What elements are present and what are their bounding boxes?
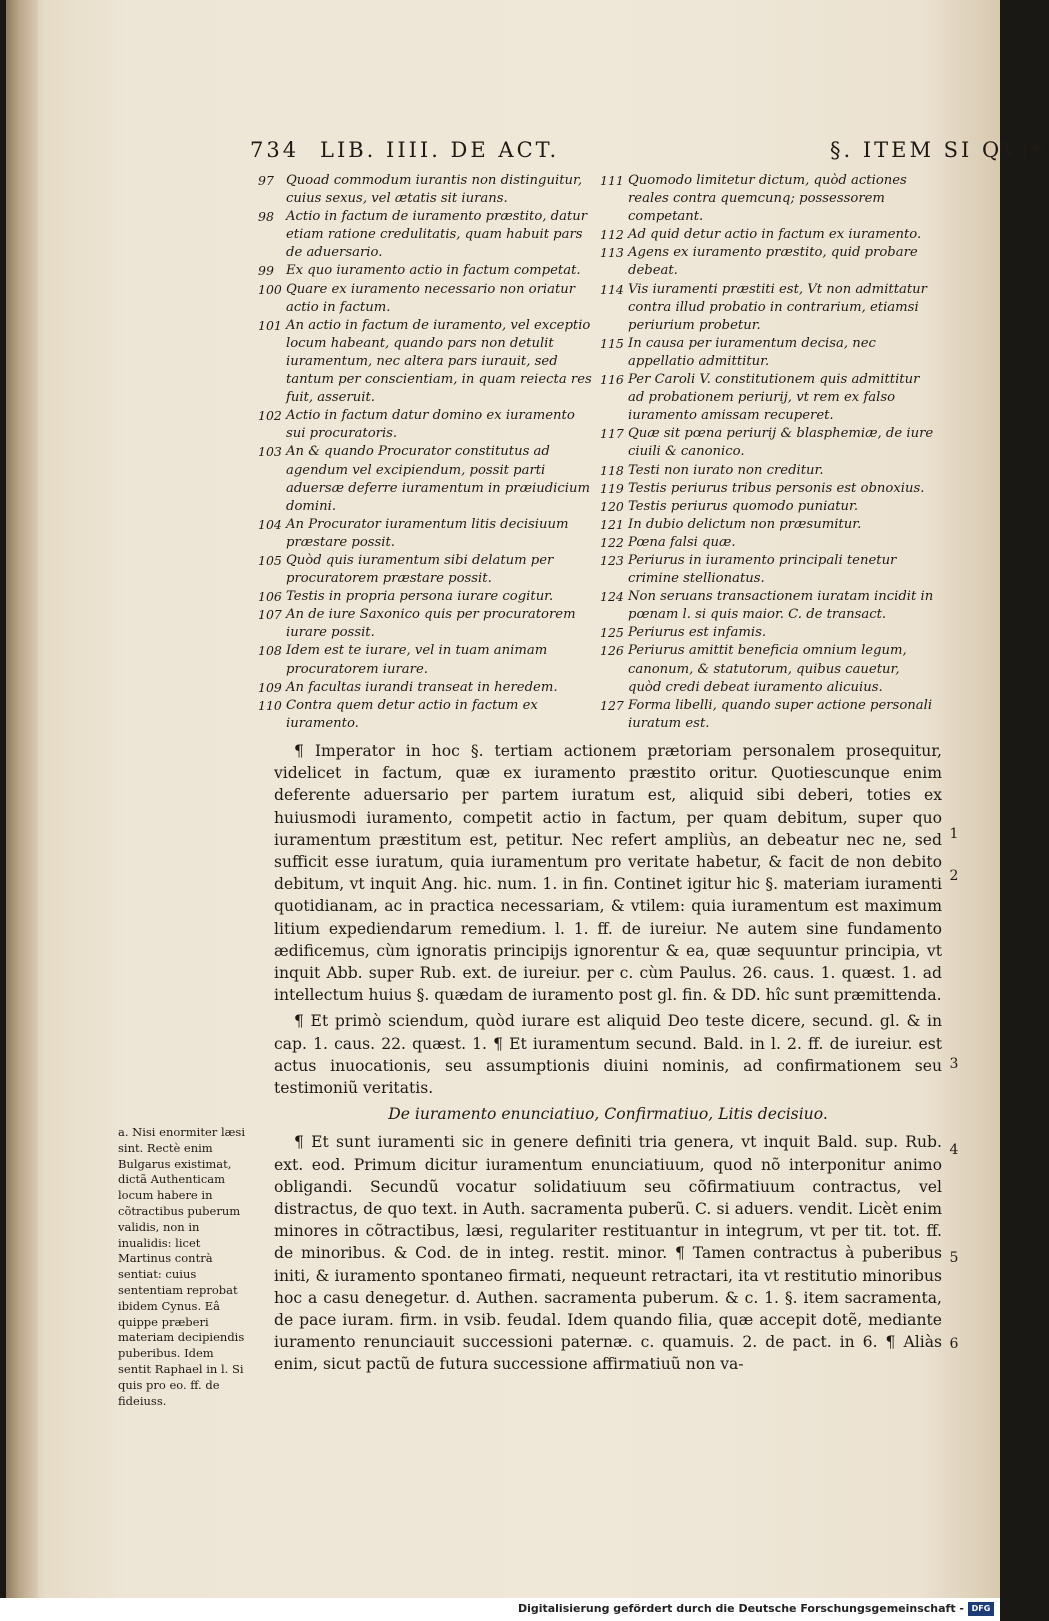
header-title-left: LIB. IIII. DE ACT. — [320, 138, 560, 162]
index-entry-text: Quoad commodum iurantis non distinguitur, cuius sexus, vel ætatis sit iurans. — [286, 173, 583, 207]
index-entry — [258, 281, 593, 317]
paragraph: ¶ Et sunt iuramenti sic in genere definiti tria genera, vt inquit Bald. sup. Rub. ext. eod. Primum dicitur iuramentum enunciatiuum, quod nõ interponitur animo obligandi. Secundũ vocatur solidatiuum seu cõfirmatiuum contractus, vel distractus, de quo text. in Auth. sacramenta puberũ. C. si aduers. vendit. Licèt enim minores in cõtractibus, læsi, regulariter restituantur in integrum, vt per tit. tot. ff. de minoribus. & Cod. de in integ. restit. minor. ¶ Tamen contractus à puberibus initi, & iuramento spontaneo firmati, nequeunt retractari, ita vt restitutio minoribus hoc a casu denegetur. d. Authen. sacramenta puberum. & c. 1. §. item sacramenta, de pace iuram. firm. in vsib. feudal. Idem quando filia, quæ accepit dotẽ, mediante iuramento renunciauit successioni paternæ. c. quamuis. 2. de pact. in 6. ¶ Aliàs enim, sicut pactũ de futura successione affirmatiuũ non va- — [274, 1133, 942, 1374]
index-entry — [600, 172, 935, 226]
index-entry — [258, 443, 593, 515]
index-entry-text: Ex quo iuramento actio in factum competat. — [286, 263, 581, 279]
index-entry-text: In dubio delictum non præsumitur. — [628, 516, 862, 532]
running-header — [250, 138, 1049, 168]
margin-number: 3 — [949, 1056, 959, 1072]
index-entry — [258, 317, 593, 407]
index-entry-number: 107 — [258, 607, 282, 623]
index-entry-text: Actio in factum de iuramento præstito, datur etiam ratione credulitatis, quam habuit pars de aduersario. — [286, 209, 588, 261]
index-entry — [258, 552, 593, 588]
index-entry-text: Actio in factum datur domino ex iuramento sui procuratoris. — [286, 408, 575, 442]
index-entry-text: Agens ex iuramento præstito, quid probare debeat. — [628, 245, 918, 279]
index-entry-text: An actio in factum de iuramento, vel exceptio locum habeant, quando pars non detulit iuramentum, nec altera pars iurauit, sed tantum per conscientiam, in quam reiecta res fuit, asseruit. — [286, 317, 592, 406]
index-entry-text: Ad quid detur actio in factum ex iuramento. — [628, 227, 922, 243]
index-entry — [258, 642, 593, 678]
main-text — [274, 740, 942, 1380]
page-gutter — [6, 0, 38, 1621]
index-entry — [600, 335, 935, 371]
index-entry-text: Pœna falsi quæ. — [628, 534, 736, 550]
index-entry-text: Testis in propria persona iurare cogitur. — [286, 589, 554, 605]
margin-number: 4 — [949, 1142, 959, 1158]
index-entry — [600, 425, 935, 461]
index-entry-text: Periurus amittit beneficia omnium legum, canonum, & statutorum, quibus cauetur, quòd credi debeat iuramento alicuius. — [628, 643, 907, 695]
dfg-logo: DFG — [968, 1602, 994, 1616]
index-entry — [600, 642, 935, 696]
index-entry-number: 119 — [600, 480, 624, 496]
index-entry — [600, 498, 935, 516]
margin-number: 2 — [949, 868, 959, 884]
index-entry-text: Testis periurus tribus personis est obnoxius. — [628, 480, 925, 496]
index-entry-number: 104 — [258, 516, 282, 532]
index-entry-number: 120 — [600, 498, 624, 514]
index-entry-number: 103 — [258, 444, 282, 460]
index-entry-number: 114 — [600, 281, 624, 297]
index-entry-text: An de iure Saxonico quis per procuratorem iurare possit. — [286, 607, 576, 641]
index-entry-text: An Procurator iuramentum litis decisiuum præstare possit. — [286, 516, 569, 550]
index-entry-text: Contra quem detur actio in factum ex iuramento. — [286, 697, 538, 731]
index-entry — [258, 172, 593, 208]
index-entry — [258, 588, 593, 606]
page-number: 734 — [250, 138, 300, 162]
index-entry-number: 108 — [258, 643, 282, 659]
book-page — [6, 0, 1049, 1621]
index-entry — [600, 462, 935, 480]
index-entry-number: 124 — [600, 589, 624, 605]
index-entry-text: Periurus in iuramento principali tenetur crimine stellionatus. — [628, 552, 897, 587]
index-entry — [258, 262, 593, 280]
index-entry-number: 122 — [600, 534, 624, 550]
index-entry-number: 121 — [600, 516, 624, 532]
index-entry-number: 111 — [600, 173, 624, 188]
index-entry — [600, 281, 935, 335]
index-entry — [258, 208, 593, 262]
index-entry-number: 118 — [600, 462, 624, 478]
index-entry — [600, 534, 935, 552]
index-entry-number: 117 — [600, 426, 624, 442]
index-entry-number: 109 — [258, 679, 282, 695]
index-entry — [600, 516, 935, 534]
margin-number: 1 — [949, 826, 959, 842]
index-entry — [600, 552, 935, 588]
margin-number: 6 — [949, 1336, 959, 1352]
index-entry-number: 102 — [258, 408, 282, 424]
index-entry — [258, 679, 593, 697]
index-entry-text: An & quando Procurator constitutus ad agendum vel excipiendum, possit parti aduersæ deferre iuramentum in præiudicium domini. — [286, 444, 590, 514]
index-entry-number: 100 — [258, 281, 282, 297]
index-entry-text: Quòd quis iuramentum sibi delatum per procuratorem præstare possit. — [286, 552, 554, 587]
index-entry — [600, 588, 935, 624]
index-entry-number: 97 — [258, 173, 274, 188]
index-entry-number: 99 — [258, 263, 274, 279]
paragraph: ¶ Imperator in hoc §. tertiam actionem prætoriam personalem prosequitur, videlicet in factum, quæ ex iuramento præstito oritur. Quotiescunque enim deferente aduersario per partem iuratum est, aliquid sibi deberi, toties ex huiusmodi iuramento, competit actio in factum, per quam debitum, super quo iuramentum præstitum est, petitur. Nec refert ampliùs, an debeatur nec ne, sed sufficit esse iuratum, quia iuramentum pro veritate habetur, & facit de non debito debitum, vt inquit Ang. hic. num. 1. in fin. Continet igitur hic §. materiam iuramenti quotidianam, ac in practica necessariam, & vtilem: quia iuramentum est maximum litium expediendarum remedium. l. 1. ff. de iureiur. Ne autem sine fundamento ædificemus, cùm ignoratis principijs ignorentur & ea, quæ sequuntur principia, vt inquit Abb. super Rub. ext. de iureiur. per c. cùm Paulus. 26. caus. 1. quæst. 1. ad intellectum huius §. quædam de iuramento post gl. fin. & DD. hîc sunt præmittenda. — [274, 742, 942, 1005]
index-entry — [258, 516, 593, 552]
index-entry — [600, 624, 935, 642]
index-entry-text: Quare ex iuramento necessario non oriatur actio in factum. — [286, 281, 576, 315]
paragraph: ¶ Et primò sciendum, quòd iurare est aliquid Deo teste dicere, secund. gl. & in cap. 1. caus. 22. quæst. 1. ¶ Et iuramentum secund. Bald. in l. 2. ff. de iureiur. est actus inuocationis, seu assumptionis diuini nominis, ad confirmationem seu testimoniũ veritatis. — [274, 1012, 942, 1098]
index-entry-number: 98 — [258, 209, 274, 225]
index-entry-number: 125 — [600, 625, 624, 641]
index-entry-number: 127 — [600, 697, 624, 713]
index-entry-text: Non seruans transactionem iuratam incidit in pœnam l. si quis maior. C. de transact. — [628, 589, 934, 623]
index-entry-number: 115 — [600, 335, 624, 351]
index-entry-number: 101 — [258, 317, 282, 333]
marginal-note: a. Nisi enormiter læsi sint. Rectè enim Bulgarus existimat, dictã Authenticam locum habere in cõtractibus puberum validis, non in inualidis: licet Martinus contrà sentiat: cuius sententiam reprobat ibidem Cynus. Eâ quippe præberi materiam decipiendis puberibus. Idem sentit Raphael in l. Si quis pro eo. ff. de fideiuss. — [118, 1125, 246, 1408]
header-title-right: §. ITEM SI QVIS — [830, 138, 1049, 162]
index-entry-text: Forma libelli, quando super actione personali iuratum est. — [628, 697, 933, 731]
index-entry — [258, 606, 593, 642]
index-entry-text: Periurus est infamis. — [628, 625, 767, 641]
index-entry — [600, 371, 935, 425]
margin-number: 5 — [949, 1250, 959, 1266]
index-entry-number: 116 — [600, 372, 624, 388]
index-entry-text: Quomodo limitetur dictum, quòd actiones reales contra quemcunq; possessorem competant. — [628, 173, 907, 225]
index-entry-number: 126 — [600, 643, 624, 659]
index-entry-text: An facultas iurandi transeat in heredem. — [286, 679, 558, 695]
index-entry-number: 105 — [258, 552, 282, 568]
index-column-right — [600, 172, 935, 733]
index-entry-number: 113 — [600, 245, 624, 261]
index-entry — [600, 226, 935, 244]
footer-credit: Digitalisierung gefördert durch die Deutsche Forschungsgemeinschaft - — [517, 1602, 964, 1615]
index-column-left — [258, 172, 593, 733]
index-entry-text: Testi non iurato non creditur. — [628, 462, 824, 478]
index-entry-text: Idem est te iurare, vel in tuam animam procuratorem iurare. — [286, 643, 548, 677]
index-entry — [258, 697, 593, 733]
section-heading: De iuramento enunciatiuo, Confirmatiuo, Litis decisiuo. — [388, 1105, 828, 1124]
index-entry-text: Per Caroli V. constitutionem quis admittitur ad probationem periurij, vt rem ex falso iuramento amissam recuperet. — [628, 372, 920, 424]
index-entry-number: 110 — [258, 697, 282, 713]
index-entry-text: Vis iuramenti præstiti est, Vt non admittatur contra illud probatio in contrarium, etiamsi periurium probetur. — [628, 281, 927, 333]
index-entry-text: Testis periurus quomodo puniatur. — [628, 498, 859, 514]
index-entry — [600, 480, 935, 498]
index-entry — [258, 407, 593, 443]
index-entry-text: In causa per iuramentum decisa, nec appellatio admittitur. — [628, 335, 876, 369]
index-entry-number: 106 — [258, 589, 282, 605]
digitization-footer — [0, 1598, 1000, 1621]
index-entry-text: Quæ sit pœna periurij & blasphemiæ, de iure ciuili & canonico. — [628, 426, 934, 460]
index-entry-number: 123 — [600, 552, 624, 568]
index-entry — [600, 697, 935, 733]
index-entry — [600, 244, 935, 280]
index-entry-number: 112 — [600, 227, 624, 243]
